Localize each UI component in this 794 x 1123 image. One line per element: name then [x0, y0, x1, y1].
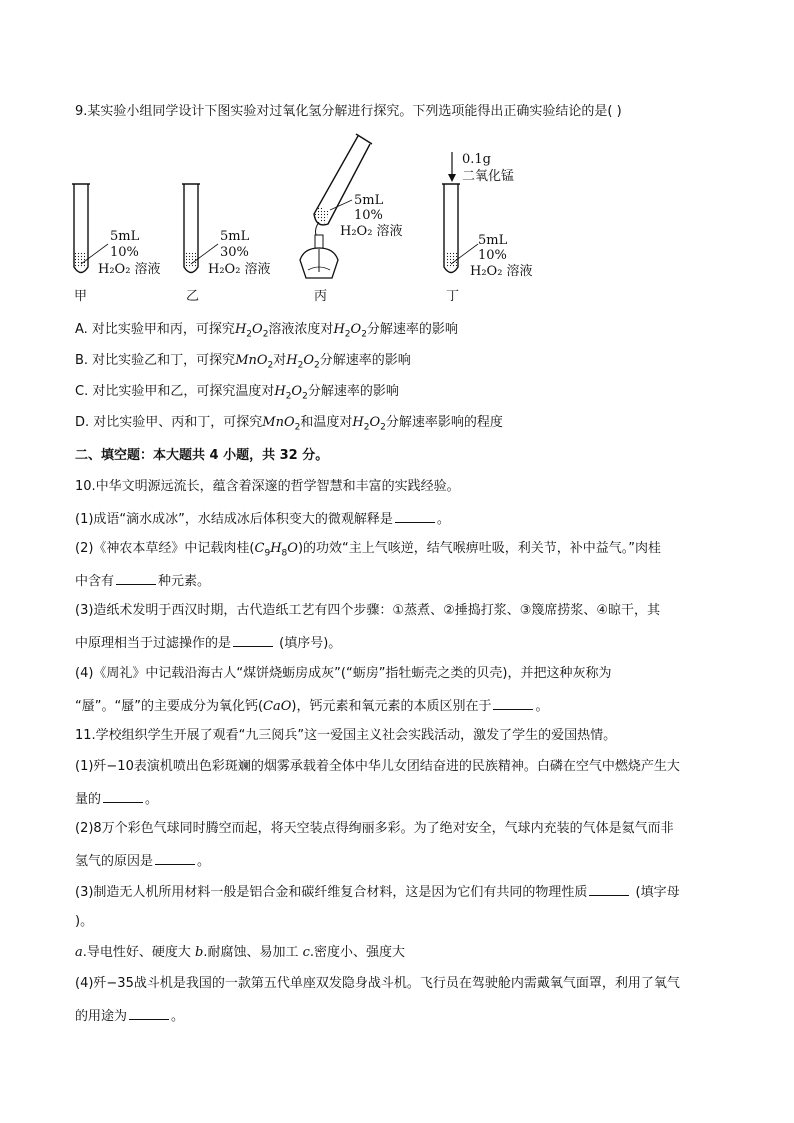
q10-stem: 10.中华文明源远流长，蕴含着深邃的哲学智慧和丰富的实践经验。 — [75, 479, 460, 494]
mno2-mass: 0.1g — [462, 152, 491, 167]
q9-option-d: D. 对比实验甲、丙和丁，可探究MnO$_2$和温度对$H_2O_2$分解速率影响的程度 — [75, 415, 503, 433]
q11-part2-line2: 氢气的原因是 。 — [75, 854, 211, 869]
q9-option-c: C. 对比实验甲和乙，可探究温度对$H_2O_2$分解速率的影响 — [75, 384, 399, 402]
tube-ding-vol: 5mL — [478, 233, 508, 248]
q11-part4-line2: 的用途为 。 — [75, 1009, 185, 1024]
q10-part4-line2: “蜃”。“蜃”的主要成分为氧化钙(CaO)，钙元素和氧元素的本质区别在于 。 — [75, 699, 549, 714]
q9-option-b: B. 对比实验乙和丁，可探究MnO$_2$对$H_2O_2$分解速率的影响 — [75, 353, 411, 371]
mno2-name: 二氧化锰 — [462, 169, 515, 184]
tube-yi — [182, 184, 218, 273]
tube-jia-conc: 10% — [110, 245, 139, 260]
q9-option-a: A. 对比实验甲和丙，可探究$H_2O_2$溶液浓度对$H_2O_2$分解速率的影响 — [75, 322, 458, 340]
tube-yi-vol: 5mL — [220, 229, 250, 244]
tube-bing-conc: 10% — [354, 208, 383, 223]
q10-part1: (1)成语“滴水成冰”，水结成冰后体积变大的微观解释是 。 — [75, 512, 450, 527]
tube-yi-conc: 30% — [220, 245, 249, 260]
q10-part2-line1: (2)《神农本草经》中记载肉桂$(C_9H_8O)$的功效“主上气咳逆，结气喉痹吐吸，利关节，补中益气。”肉桂 — [75, 541, 661, 559]
q11-part1-line2: 量的 。 — [75, 792, 159, 807]
tube-bing-vol: 5mL — [354, 193, 384, 208]
q10-part2-line2: 中含有 种元素。 — [75, 574, 211, 589]
q10-part4-line1: (4)《周礼》中记载沿海古人“煤饼烧蛎房成灰”(“蛎房”指牡蛎壳之类的贝壳)，并把这种灰称为 — [75, 666, 612, 681]
q11-part3-line2: )。 — [75, 914, 94, 929]
q10-part3-line2: 中原理相当于过滤操作的是 (填序号)。 — [75, 636, 342, 651]
q9-stem: 9.某实验小组同学设计下图实验对过氧化氢分解进行探究。下列选项能得出正确实验结论的是( ) — [75, 104, 622, 119]
label-ding: 丁 — [446, 289, 460, 304]
tube-bing-sol: H₂O₂ 溶液 — [340, 224, 403, 239]
q11-stem: 11.学校组织学生开展了观看“九三阅兵”这一爱国主义社会实践活动，激发了学生的爱国热情。 — [75, 728, 617, 743]
tube-ding-conc: 10% — [478, 248, 507, 263]
experiment-figure — [68, 132, 568, 307]
tube-jia-vol: 5mL — [110, 229, 140, 244]
section-header: 二、填空题：本大题共 4 小题，共 32 分。 — [75, 448, 329, 463]
label-jia: 甲 — [74, 289, 88, 304]
tube-ding-sol: H₂O₂ 溶液 — [470, 264, 533, 279]
q11-part3-line1: (3)制造无人机所用材料一般是铝合金和碳纤维复合材料，这是因为它们有共同的物理性质 (填字母 — [75, 885, 680, 900]
alcohol-lamp — [300, 222, 338, 278]
q11-part2-line1: (2)8万个彩色气球同时腾空而起，将天空装点得绚丽多彩。为了绝对安全，气球内充装的气体是氦气而非 — [75, 821, 674, 836]
label-bing: 丙 — [314, 289, 328, 304]
q11-part4-line1: (4)歼−35战斗机是我国的一款第五代单座双发隐身战斗机。飞行员在驾驶舱内需戴氧气面罩，利用了氧气 — [75, 976, 680, 991]
tube-yi-sol: H₂O₂ 溶液 — [208, 262, 271, 277]
label-yi: 乙 — [186, 289, 200, 304]
q10-part3-line1: (3)造纸术发明于西汉时期，古代造纸工艺有四个步骤：①蒸煮、②捶捣打浆、③篾席捞浆、④晾干，其 — [75, 603, 661, 618]
tube-jia-sol: H₂O₂ 溶液 — [98, 262, 161, 277]
q11-part3-choices: a.导电性好、硬度大 b.耐腐蚀、易加工 c.密度小、强度大 — [75, 945, 406, 960]
tube-jia — [72, 184, 108, 273]
q11-part1-line1: (1)歼−10表演机喷出色彩斑斓的烟雾承载着全体中华儿女团结奋进的民族精神。白磷在空气中燃烧产生大 — [75, 759, 680, 774]
